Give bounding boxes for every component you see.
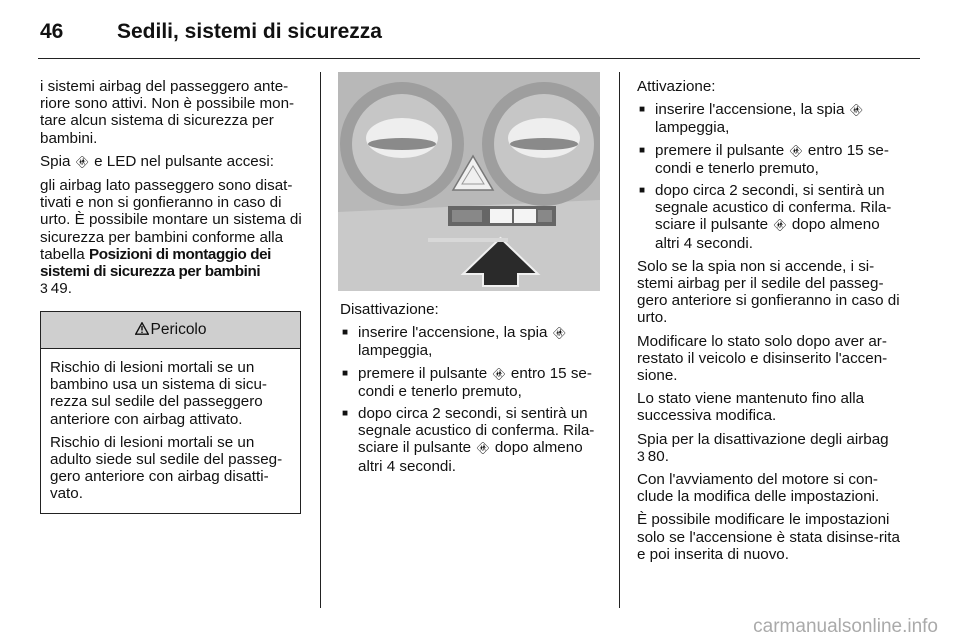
warning-paragraph: Rischio di lesioni mortali se un bambino usa un sistema di sicu-rezza sul sedile del passeggero anteriore con airbag attivato. <box>50 359 267 428</box>
paragraph: È possibile modificare le impostazioni solo se l'accensione è stata disinse-rita e poi inserita di nuovo. <box>637 511 900 563</box>
warning-box <box>40 311 301 514</box>
list-item: ■ inserire l'accensione, la spia 🚸︎ lampeggia, <box>340 324 604 359</box>
page-reference-icon: 3 <box>40 280 48 297</box>
column-divider-1 <box>320 72 321 608</box>
column-3 <box>637 78 905 569</box>
list-item: ■ premere il pulsante 🚸︎ entro 15 se-condi e tenerlo premuto, <box>637 142 905 177</box>
page-reference-icon: 3 <box>637 447 645 464</box>
warning-header <box>41 312 300 349</box>
seat-airbag-off-icon: 🚸︎ <box>848 103 864 118</box>
column-1 <box>40 78 304 303</box>
page-number: 46 <box>40 20 64 43</box>
warning-body <box>41 349 300 503</box>
list-item: ■ inserire l'accensione, la spia 🚸︎ lampeggia, <box>637 101 905 136</box>
column-divider-2 <box>619 72 620 608</box>
paragraph: gli airbag lato passeggero sono disat-tivati e non si gonfieranno in caso di urto. È possibile montare un sistema di sicurezza per bambini conforme alla tabella Posizioni di montaggio dei sistemi di sicurezza per bambini 3 49. <box>40 177 302 298</box>
page-header <box>40 14 920 50</box>
paragraph: Con l'avviamento del motore si con-clude la modifica delle impostazioni. <box>637 471 880 506</box>
seat-airbag-off-icon: 🚸︎ <box>74 154 90 169</box>
seat-airbag-off-icon: 🚸︎ <box>475 441 491 456</box>
section-heading: Attivazione: <box>637 78 716 95</box>
dashboard-photo <box>338 72 600 291</box>
paragraph: Spia 🚸︎ e LED nel pulsante accesi: <box>40 152 274 170</box>
page-title: Sedili, sistemi di sicurezza <box>117 20 382 43</box>
deactivation-steps <box>340 324 604 475</box>
paragraph: Modificare lo stato solo dopo aver ar-restato il veicolo e disinserito l'accen-sione. <box>637 332 888 385</box>
warning-paragraph: Rischio di lesioni mortali se un adulto siede sul sedile del passeg-gero anteriore con airbag disatti-vato. <box>50 433 283 503</box>
seat-airbag-off-icon: 🚸︎ <box>551 326 567 341</box>
header-rule <box>38 58 920 59</box>
paragraph: Spia per la disattivazione degli airbag 3 80. <box>637 430 889 465</box>
section-heading: Disattivazione: <box>340 301 439 318</box>
list-item: ■ dopo circa 2 secondi, si sentirà un segnale acustico di conferma. Rila-sciare il pulsante 🚸︎ dopo almeno altri 4 secondi. <box>340 405 604 475</box>
column-2 <box>340 301 604 481</box>
cross-reference-link[interactable]: Posizioni di montaggio dei sistemi di sicurezza per bambini <box>40 245 271 281</box>
seat-airbag-off-icon: 🚸︎ <box>491 366 507 381</box>
paragraph: Solo se la spia non si accende, i si-stemi airbag per il sedile del passeg-gero anteriore si gonfieranno in caso di urto. <box>637 257 900 327</box>
warning-triangle-icon <box>135 322 149 335</box>
paragraph: i sistemi airbag del passeggero ante-riore sono attivi. Non è possibile mon-tare alcun sistema di sicurezza per bambini. <box>40 78 295 147</box>
warning-title: Pericolo <box>150 321 207 338</box>
watermark: carmanualsonline.info <box>753 616 938 637</box>
paragraph: Lo stato viene mantenuto fino alla successiva modifica. <box>637 390 865 425</box>
list-item: ■ dopo circa 2 secondi, si sentirà un segnale acustico di conferma. Rila-sciare il pulsante 🚸︎ dopo almeno altri 4 secondi. <box>637 182 905 252</box>
list-item: ■ premere il pulsante 🚸︎ entro 15 se-condi e tenerlo premuto, <box>340 365 604 400</box>
seat-airbag-off-icon: 🚸︎ <box>772 218 788 233</box>
activation-steps <box>637 101 905 252</box>
seat-airbag-off-icon: 🚸︎ <box>788 143 804 158</box>
